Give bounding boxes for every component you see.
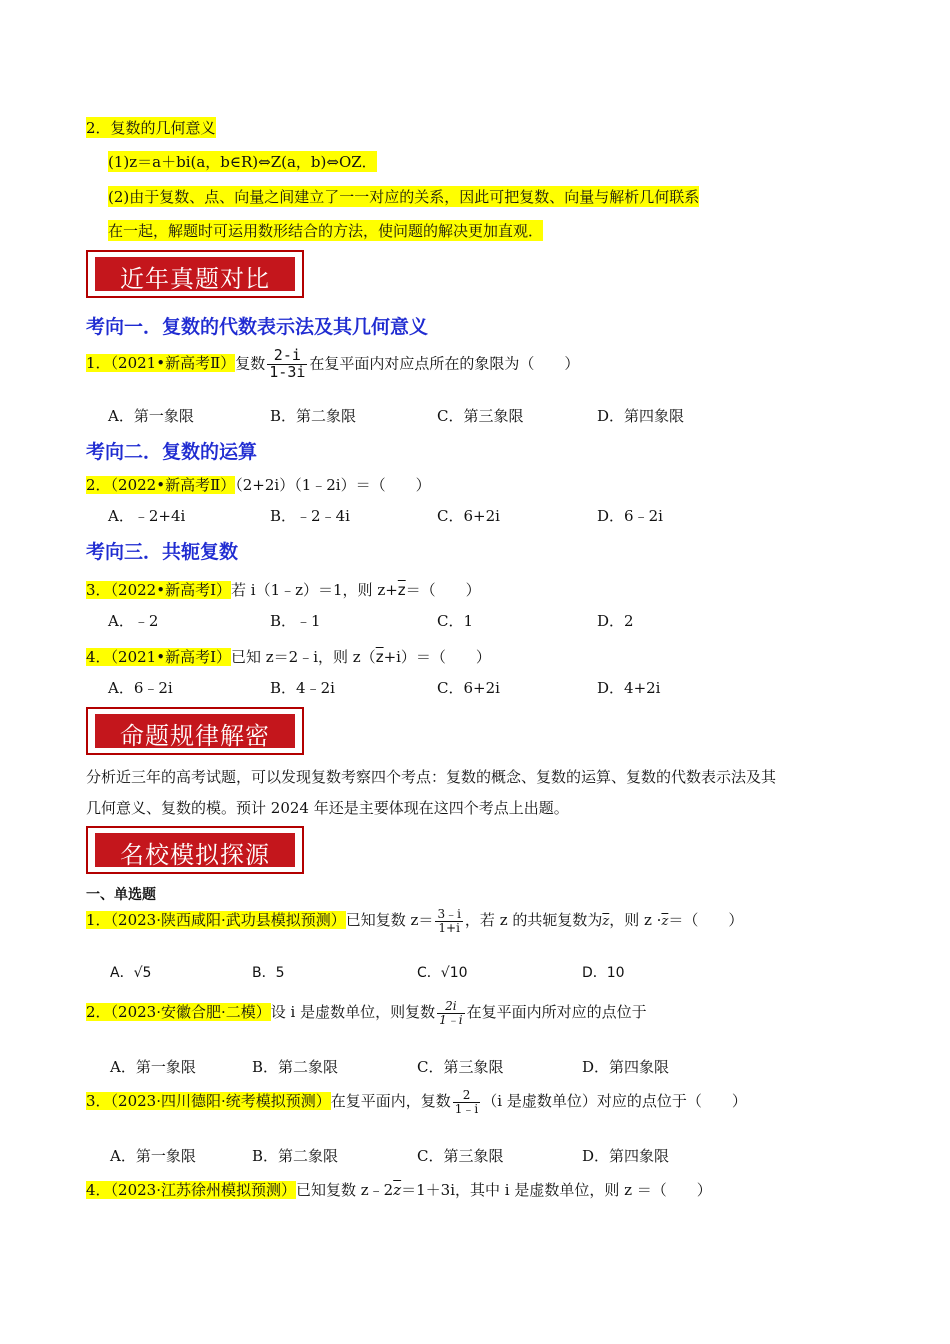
option-a[interactable]: A．第一象限 (110, 1058, 196, 1076)
banner-school-simulations (86, 826, 304, 874)
conjugate-z: $\overline{z}$ (393, 1181, 402, 1199)
option-b[interactable]: B．5 (252, 965, 285, 981)
option-d[interactable]: D．第四象限 (582, 1147, 670, 1165)
question-text: （i 是虚数单位）对应的点位于（ ） (482, 1092, 747, 1111)
topic-heading-2: 考向二．复数的运算 (86, 441, 258, 463)
section-heading: 2．复数的几何意义 (86, 119, 216, 137)
question-text: +i）＝（ ） (383, 648, 491, 666)
banner-title: 命题规律解密 (120, 722, 270, 750)
question-tag: 1．（2023·陕西咸阳·武功县模拟预测） (86, 911, 346, 930)
question-text: ＝1＋3i，其中 i 是虚数单位，则 z ＝（ ） (401, 1181, 712, 1199)
geometric-meaning-line-1: (1)z＝a＋bi(a，b∈R)⇔Z(a，b)⇔OZ． (108, 153, 377, 171)
fraction (267, 348, 307, 381)
question-tag: 2．（2023·安徽合肥·二模） (86, 1003, 271, 1022)
conjugate-z: $\overline{z}$ (661, 914, 669, 930)
option-c[interactable]: C．6+2i (437, 679, 500, 697)
analysis-line-1: 分析近三年的高考试题，可以发现复数考察四个考点：复数的概念、复数的运算、复数的代数表示法及其 (86, 768, 777, 786)
conjugate-z: $\overline{z}$ (397, 581, 406, 599)
fraction-numerator: 2 (453, 1089, 480, 1103)
sim-question-1 (86, 908, 743, 934)
conjugate-z: $\overline{z}$ (375, 648, 384, 666)
fraction (435, 908, 462, 934)
sim-question-3 (86, 1089, 747, 1115)
topic-heading-3: 考向三．共轭复数 (86, 541, 239, 563)
banner-title: 名校模拟探源 (120, 841, 270, 869)
fraction (453, 1089, 480, 1115)
question-text: 已知复数 z﹣2 (296, 1181, 394, 1199)
fraction-denominator: 1+i (438, 920, 460, 935)
fraction-numerator: 2i (437, 1000, 464, 1014)
question-text: ＝（ ） (405, 581, 481, 599)
banner-pattern-analysis (86, 707, 304, 755)
option-d[interactable]: D．4+2i (597, 679, 661, 697)
question-text: 设 i 是虚数单位，则复数 (270, 1003, 436, 1022)
option-c[interactable]: C．1 (437, 612, 474, 630)
banner-title: 近年真题对比 (120, 265, 270, 293)
option-d[interactable]: D．10 (582, 965, 625, 981)
geometric-meaning-line-2b: 在一起，解题时可运用数形结合的方法，使问题的解决更加直观． (108, 222, 544, 240)
question-text: 若 i（1﹣z）＝1，则 z+ (231, 581, 398, 599)
option-a[interactable]: A．√5 (110, 965, 152, 981)
option-c[interactable]: C．第三象限 (417, 1147, 504, 1165)
geometric-meaning-line-2a: (2)由于复数、点、向量之间建立了一一对应的关系，因此可把复数、向量与解析几何联系 (108, 188, 700, 206)
question-text: ，则 z · (609, 911, 662, 930)
question-2 (86, 474, 431, 495)
option-a[interactable]: A．第一象限 (108, 407, 194, 425)
option-d[interactable]: D．6﹣2i (597, 507, 663, 525)
question-tag: 3．（2023·四川德阳·统考模拟预测） (86, 1092, 331, 1111)
option-b[interactable]: B．第二象限 (252, 1058, 339, 1076)
fraction-numerator: 2-i (267, 348, 307, 365)
sim-question-2 (86, 1000, 647, 1026)
question-tag: 4．（2021•新高考Ⅰ） (86, 648, 231, 666)
option-c[interactable]: C．√10 (417, 965, 468, 981)
question-text: ＝（ ） (668, 911, 744, 930)
analysis-line-2: 几何意义、复数的模。预计 2024 年还是主要体现在这四个考点上出题。 (86, 799, 569, 817)
question-text: 已知复数 z＝ (345, 911, 434, 930)
option-b[interactable]: B．第二象限 (252, 1147, 339, 1165)
option-d[interactable]: D．第四象限 (582, 1058, 670, 1076)
question-tag: 1．（2021•新高考Ⅱ） (86, 354, 236, 373)
option-b[interactable]: B．﹣2﹣4i (270, 507, 350, 525)
option-c[interactable]: C．第三象限 (417, 1058, 504, 1076)
fraction-denominator: 1﹣i (439, 1012, 463, 1027)
question-text: 在复平面内，复数 (330, 1092, 451, 1111)
option-b[interactable]: B．﹣1 (270, 612, 321, 630)
topic-heading-1: 考向一．复数的代数表示法及其几何意义 (86, 316, 429, 338)
option-a[interactable]: A．﹣2+4i (108, 507, 186, 525)
fraction-numerator: 3﹣i (437, 907, 461, 921)
fraction-denominator: 1﹣i (454, 1101, 479, 1116)
question-text: 已知 z＝2﹣i，则 z（ (231, 648, 376, 666)
conjugate-z: $\overline{z}$ (602, 914, 610, 930)
option-d[interactable]: D．2 (597, 612, 634, 630)
option-a[interactable]: A．第一象限 (110, 1147, 196, 1165)
question-text: ，若 z 的共轭复数为 (464, 911, 603, 930)
option-b[interactable]: B．4﹣2i (270, 679, 335, 697)
question-text: （2+2i）（1﹣2i）＝（ ） (235, 476, 431, 494)
single-choice-heading: 一、单选题 (86, 887, 156, 903)
question-text: 复数 (235, 354, 266, 373)
option-c[interactable]: C．第三象限 (437, 407, 524, 425)
option-b[interactable]: B．第二象限 (270, 407, 357, 425)
question-1 (86, 348, 579, 381)
question-text: 在复平面内所对应的点位于 (466, 1003, 647, 1022)
fraction-denominator: 1-3i (269, 362, 306, 381)
option-a[interactable]: A．6﹣2i (108, 679, 173, 697)
question-4 (86, 646, 491, 667)
question-tag: 4．（2023·江苏徐州模拟预测） (86, 1181, 296, 1199)
banner-recent-exams (86, 250, 304, 298)
option-a[interactable]: A．﹣2 (108, 612, 159, 630)
fraction (437, 1000, 464, 1026)
question-3 (86, 579, 481, 600)
sim-question-4 (86, 1179, 712, 1200)
question-tag: 3．（2022•新高考Ⅰ） (86, 581, 231, 599)
question-text: 在复平面内对应点所在的象限为（ ） (309, 354, 580, 373)
option-c[interactable]: C．6+2i (437, 507, 500, 525)
option-d[interactable]: D．第四象限 (597, 407, 685, 425)
question-tag: 2．（2022•新高考Ⅱ） (86, 476, 236, 494)
